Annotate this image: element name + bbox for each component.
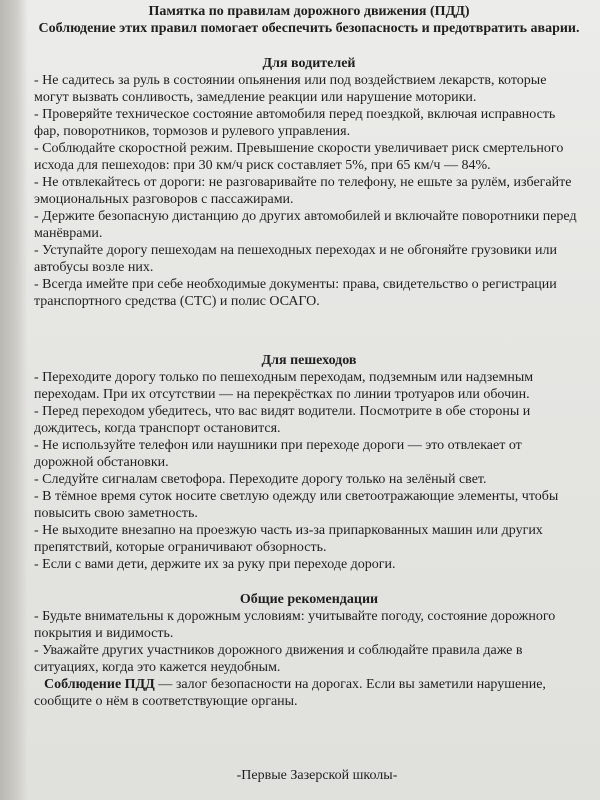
closing-text: — залог безопасности на дорогах. Если вы заметили нарушение, сообщите о нём в соответствующие органы. [34,677,546,709]
general-rule: - Уважайте других участников дорожного движения и соблюдайте правила даже в ситуациях, когда это кажется неудобным. [34,643,523,675]
signature: -Первые Зазерской школы- [236,768,398,783]
pedestrians-heading: Для пешеходов [261,353,357,368]
drivers-rule: - Соблюдайте скоростной режим. Превышение скорости увеличивает риск смертельного исхода для пешеходов: при 30 км/ч риск составляет 5%, при 65 км/ч — 84%. [34,141,564,173]
pedestrians-rule: - Не выходите внезапно на проезжую часть из-за припаркованных машин или других препятствий, которые ограничивают обзорность. [34,523,543,555]
drivers-heading: Для водителей [262,56,356,71]
closing-bold-phrase: Соблюдение ПДД [44,677,155,692]
pedestrians-rule: - В тёмное время суток носите светлую одежду или светоотражающие элементы, чтобы повысить свою заметность. [34,489,559,521]
drivers-rule: - Не садитесь за руль в состоянии опьянения или под воздействием лекарств, которые могут вызвать сонливость, замедление реакции или нарушение моторики. [34,73,547,105]
pedestrians-rules-list [34,369,584,573]
general-rules-list [34,608,584,676]
pedestrians-rule: - Если с вами дети, держите их за руку при переходе дороги. [34,557,396,572]
drivers-rule: - Держите безопасную дистанцию до других автомобилей и включайте поворотники перед манёврами. [34,209,577,241]
drivers-rule: - Всегда имейте при себе необходимые документы: права, свидетельство о регистрации транспортного средства (СТС) и полис ОСАГО. [34,277,557,309]
drivers-rule: - Проверяйте техническое состояние автомобиля перед поездкой, включая исправность фар, поворотников, тормозов и рулевого управления. [34,107,556,139]
drivers-rule: - Не отвлекайтесь от дороги: не разговаривайте по телефону, не ешьте за рулём, избегайте эмоциональных разговоров с пассажирами. [34,175,572,207]
document-subtitle: Соблюдение этих правил помогает обеспечить безопасность и предотвратить аварии. [38,21,580,36]
drivers-rule: - Уступайте дорогу пешеходам на пешеходных переходах и не обгоняйте грузовики или автобусы возле них. [34,243,557,275]
general-heading: Общие рекомендации [239,592,379,607]
pedestrians-rule: - Перед переходом убедитесь, что вас видят водители. Посмотрите в обе стороны и дождитесь, когда транспорт остановится. [34,404,531,436]
page-edge-shadow [0,0,28,800]
pedestrians-rule: - Следуйте сигналам светофора. Переходите дорогу только на зелёный свет. [34,472,487,487]
drivers-rules-list [34,72,584,310]
general-rule: - Будьте внимательны к дорожным условиям: учитывайте погоду, состояние дорожного покрытия и видимость. [34,609,556,641]
document-title: Памятка по правилам дорожного движения (ПДД) [148,4,470,19]
closing-paragraph [34,676,584,710]
pedestrians-rule: - Не используйте телефон или наушники при переходе дороги — это отвлекает от дорожной обстановки. [34,438,522,470]
pedestrians-rule: - Переходите дорогу только по пешеходным переходам, подземным или надземным переходам. При их отсутствии — на перекрёстках по линии тротуаров или обочин. [34,370,534,402]
